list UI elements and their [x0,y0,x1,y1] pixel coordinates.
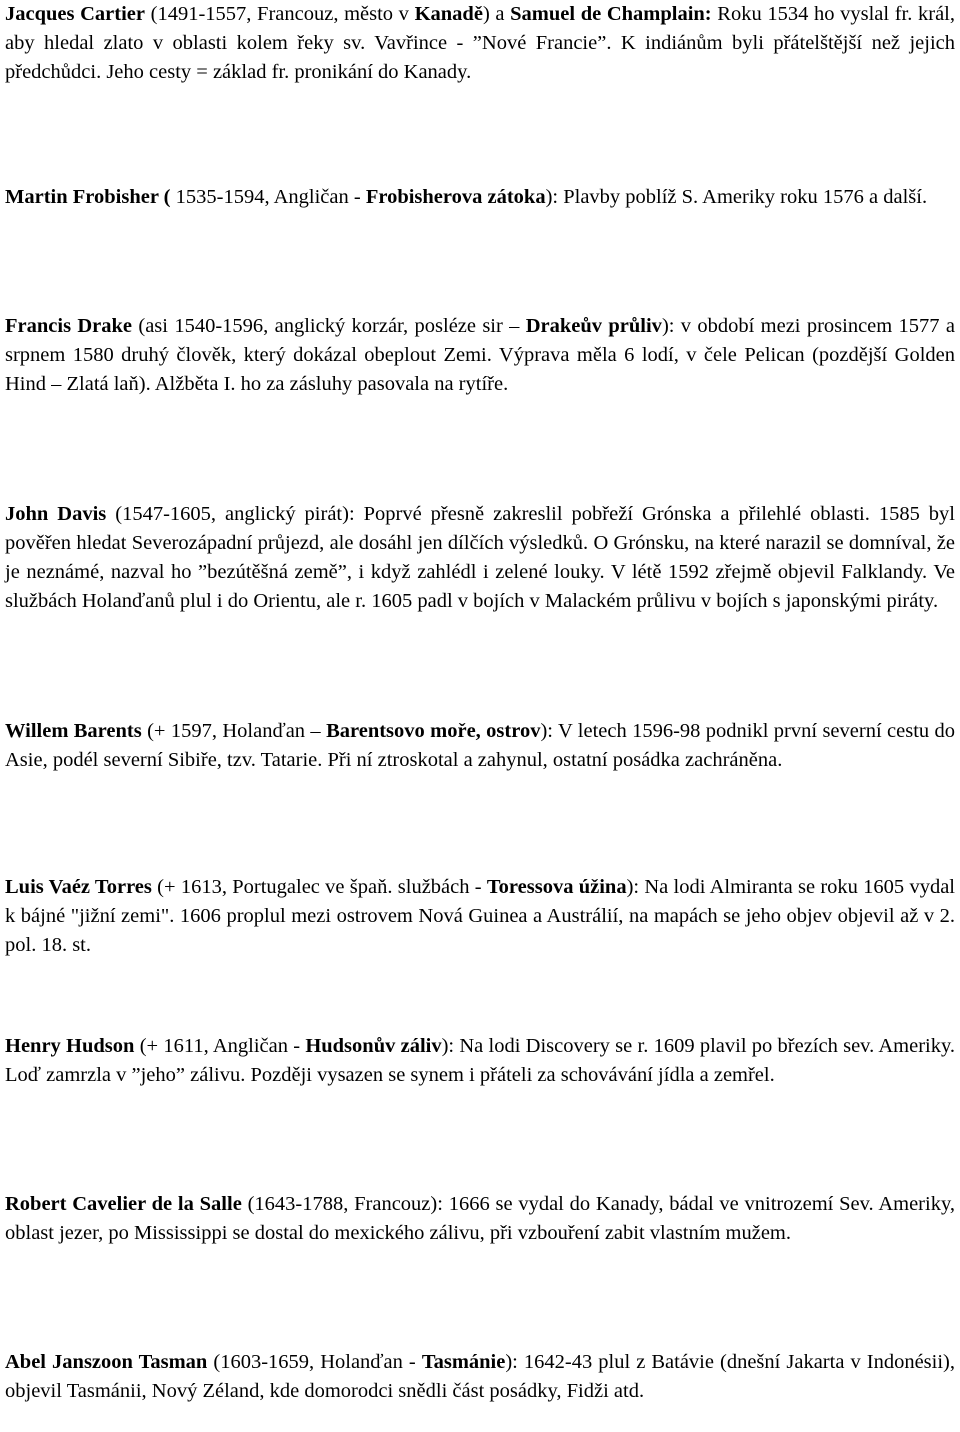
entry-frobisher [5,183,955,212]
entry-bold-term: Willem Barents [5,720,142,742]
entry-tasman [5,1348,955,1406]
entry-drake [5,312,955,399]
entry-bold-term: Hudsonův záliv [305,1035,442,1057]
entry-davis [5,500,955,616]
entry-text: Roku 1534 ho vyslal fr. král, aby hledal zlato v oblasti kolem řeky sv. Vavřince - ”Nové Francie”. K indiánům byli přátelštější než jejich předchůdci. Jeho cesty = základ fr. pronikání do Kanady. [5,3,955,83]
entry-text: ) a [482,3,511,25]
entry-bold-term: John Davis [5,503,107,525]
entry-text: ): Na lodi Almiranta se roku 1605 vydal k bájné "jižní zemi". 1606 proplul mezi ostrovem Nová Guinea a Austrálií, na mapách se jeho objev objevil až v 2. pol. 18. st. [5,876,956,956]
entry-text: (1491-1557, Francouz, město v [145,3,415,25]
entry-text: (asi 1540-1596, anglický korzár, posléze sir – [132,315,526,337]
entry-bold-term: Martin Frobisher ( [5,186,171,208]
entry-text: (+ 1597, Holanďan – [141,720,327,742]
entry-text: ): 1642-43 plul z Batávie (dnešní Jakarta v Indonésii), objevil Tasmánii, Nový Zéland, kde domorodci snědli část posádky, Fidži atd. [5,1351,956,1402]
entry-bold-term: Barentsovo moře, ostrov [326,720,541,742]
entry-bold-term: Robert Cavelier de la Salle [5,1193,242,1215]
entry-text: (+ 1611, Angličan - [134,1035,306,1057]
entry-bold-term: Kanadě [414,3,483,25]
entry-text: (1547-1605, anglický pirát): Poprvé přesně zakreslil pobřeží Grónska a přilehlé oblasti. 1585 byl pověřen hledat Severozápadní průjezd, ale dosáhl jen dílčích výsledků. O Grónsku, na které narazil se domníval, že je neznámé, nazval ho ”bezútěšná země”, i když zahlédl i zelené louky. V létě 1592 zřejmě objevil Falklandy. Ve službách Holanďanů plul i do Orientu, ale r. 1605 padl v bojích v Malackém průlivu v bojích s japonskými piráty. [5,503,955,612]
entry-text: ): v období mezi prosincem 1577 a srpnem 1580 druhý člověk, který dokázal obeplout Zemi. Výprava měla 6 lodí, v čele Pelican (pozdější Golden Hind – Zlatá laň). Alžběta I. ho za zásluhy pasovala na rytíře. [5,315,955,395]
entry-text: ): Na lodi Discovery se r. 1609 plavil po březích sev. Ameriky. Loď zamrzla v ”jeho” zálivu. Později vysazen se synem i přáteli za schovávání jídla a zemřel. [5,1035,956,1086]
entry-text: ): V letech 1596-98 podnikl první severní cestu do Asie, podél severní Sibiře, tzv. Tatarie. Při ní ztroskotal a zahynul, ostatní posádka zachráněna. [5,720,956,771]
entry-bold-term: Jacques Cartier [5,3,145,25]
entry-bold-term: Tasmánie [421,1351,506,1373]
entry-text: (1643-1788, Francouz): 1666 se vydal do Kanady, bádal ve vnitrozemí Sev. Ameriky, oblast jezer, po Mississippi se dostal do mexického zálivu, při vzbouření zabit vlastním mužem. [5,1193,955,1244]
entry-hudson [5,1032,955,1090]
entry-bold-term: Samuel de Champlain: [510,3,712,25]
entry-bold-term: Francis Drake [5,315,133,337]
entry-barents [5,717,955,775]
entry-cartier [5,0,955,87]
entry-text: ): Plavby poblíž S. Ameriky roku 1576 a další. [545,186,928,208]
entry-text: (+ 1613, Portugalec ve špaň. službách - [151,876,487,898]
entry-bold-term: Frobisherova zátoka [365,186,546,208]
entry-lasalle [5,1190,955,1248]
entry-torres [5,873,955,960]
entry-text: (1603-1659, Holanďan - [207,1351,422,1373]
entry-bold-term: Henry Hudson [5,1035,135,1057]
entry-bold-term: Abel Janszoon Tasman [5,1351,208,1373]
entry-bold-term: Drakeův průliv [525,315,662,337]
entry-text: 1535-1594, Angličan - [170,186,366,208]
entry-bold-term: Toressova úžina [486,876,627,898]
entry-bold-term: Luis Vaéz Torres [5,876,152,898]
